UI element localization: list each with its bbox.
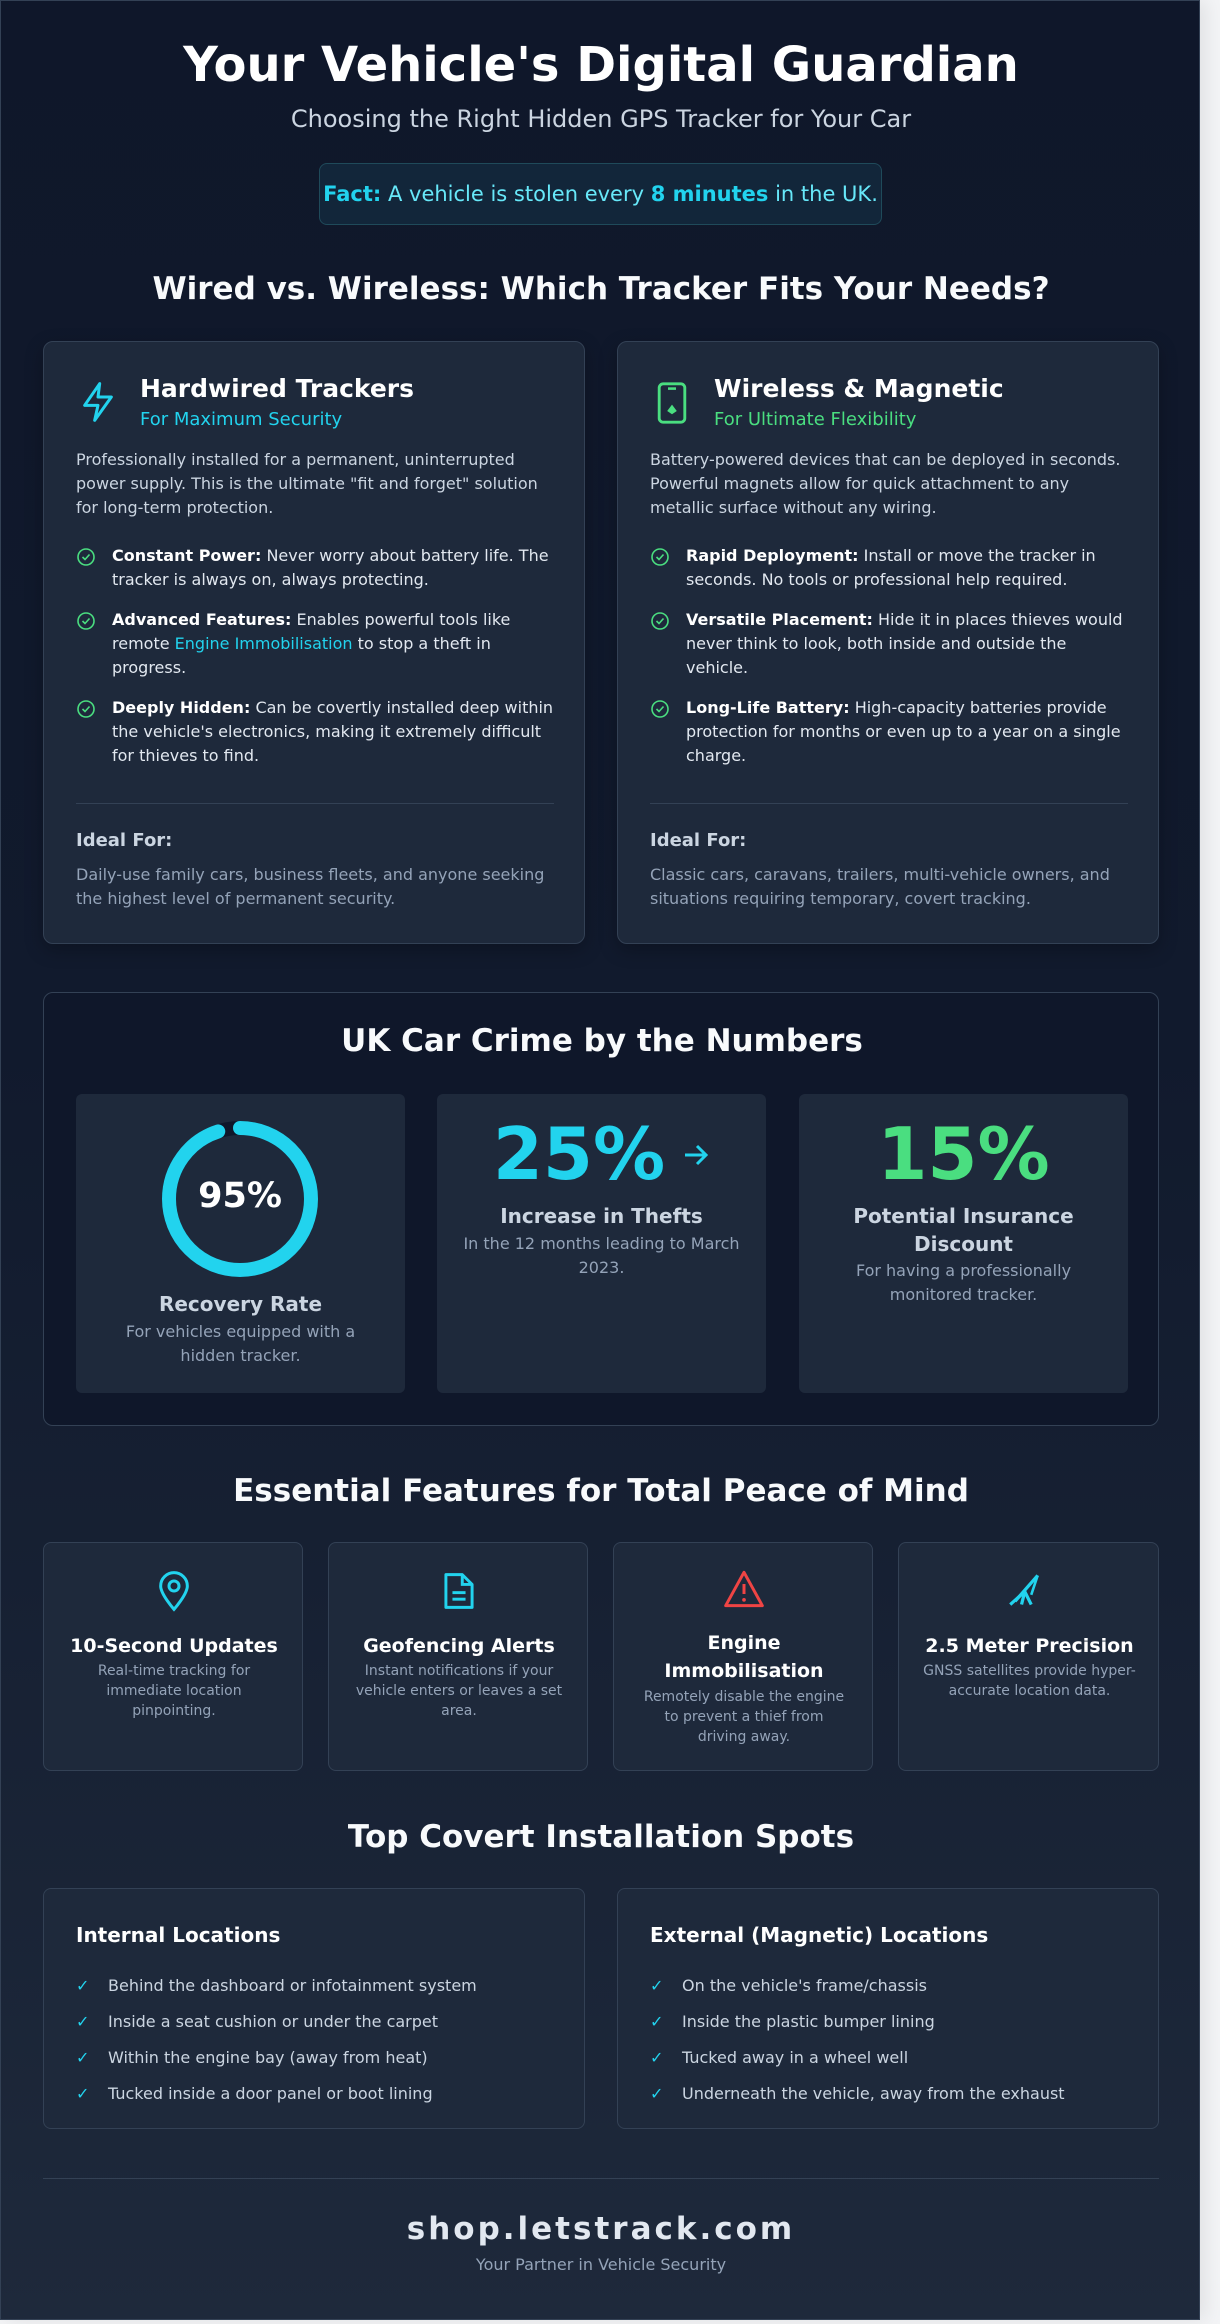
list-item: ✓ Inside a seat cushion or under the carpet	[76, 2011, 439, 2031]
list-item: ✓ Underneath the vehicle, away from the exhaust	[650, 2083, 1065, 2103]
engine-immobilisation-link[interactable]: Engine Immobilisation	[174, 634, 353, 653]
wireless-subtitle: For Ultimate Flexibility	[714, 409, 917, 430]
fact-banner	[319, 163, 882, 225]
wireless-card	[617, 341, 1159, 944]
feature-desc: Real-time tracking for immediate location pinpointing.	[97, 1663, 251, 1719]
check-icon: ✓	[76, 2083, 90, 2103]
feature-label: Advanced Features:	[112, 610, 292, 629]
stat-desc: For having a professionally monitored tracker.	[855, 1261, 1072, 1304]
check-circle-icon	[650, 696, 686, 768]
feature-text: Enables powerful tools like remote	[112, 610, 511, 653]
stat-label: Increase in Thefts	[500, 1204, 703, 1228]
page-subtitle: Choosing the Right Hidden GPS Tracker for Your Car	[290, 105, 912, 133]
stats-section	[43, 992, 1159, 1426]
fact-before: A vehicle is stolen every	[387, 182, 645, 206]
check-icon: ✓	[650, 2047, 664, 2067]
feature-title: Geofencing Alerts	[363, 1635, 555, 1657]
feature-card-geofencing	[328, 1542, 588, 1771]
internal-title: Internal Locations	[76, 1923, 281, 1947]
feature-title: 10-Second Updates	[70, 1635, 278, 1657]
check-icon: ✓	[76, 2011, 90, 2031]
feature-desc: GNSS satellites provide hyper-accurate location data.	[923, 1663, 1136, 1699]
list-item	[650, 544, 1128, 592]
check-circle-icon	[76, 608, 112, 680]
stat-value: 25%	[492, 1112, 666, 1196]
check-circle-icon	[650, 608, 686, 680]
feature-desc: Instant notifications if your vehicle enters or leaves a set area.	[355, 1663, 563, 1719]
feature-text: High-capacity batteries provide protection for months or even up to a year on a single charge.	[686, 698, 1121, 765]
stat-value: 15%	[877, 1112, 1050, 1196]
feature-text: Hide it in places thieves would never think to look, both inside and outside the vehicle.	[686, 610, 1123, 677]
wireless-title: Wireless & Magnetic	[714, 374, 1004, 403]
fact-text	[323, 182, 878, 206]
list-item	[76, 696, 554, 768]
divider	[76, 803, 554, 804]
wireless-ideal-text: Classic cars, caravans, trailers, multi-vehicle owners, and situations requiring temporary, covert tracking.	[650, 865, 1110, 908]
warning-triangle-icon	[722, 1569, 766, 1613]
fact-highlight: 8 minutes	[650, 182, 769, 206]
list-item: ✓ Within the engine bay (away from heat)	[76, 2047, 428, 2067]
fact-label: Fact:	[323, 182, 382, 206]
divider	[650, 803, 1128, 804]
list-item	[76, 544, 554, 592]
list-item: ✓ Tucked away in a wheel well	[650, 2047, 909, 2067]
list-item: ✓ On the vehicle's frame/chassis	[650, 1975, 927, 1995]
check-icon: ✓	[76, 2047, 90, 2067]
feature-label: Long-Life Battery:	[686, 698, 850, 717]
stat-label: Recovery Rate	[158, 1292, 323, 1316]
check-icon: ✓	[650, 2083, 664, 2103]
spots-title: Top Covert Installation Spots	[347, 1819, 855, 1855]
smartphone-icon	[656, 380, 688, 430]
fact-after: in the UK.	[775, 182, 878, 206]
feature-title: Engine Immobilisation	[664, 1632, 824, 1682]
feature-label: Rapid Deployment:	[686, 546, 859, 565]
footer-divider	[43, 2178, 1159, 2179]
arrow-right-icon	[681, 1140, 711, 1174]
feature-label: Deeply Hidden:	[112, 698, 251, 717]
external-locations-card	[617, 1888, 1159, 2129]
list-item: ✓ Inside the plastic bumper lining	[650, 2011, 935, 2031]
feature-card-updates	[43, 1542, 303, 1771]
external-title: External (Magnetic) Locations	[650, 1923, 989, 1947]
stat-desc: For vehicles equipped with a hidden tracker.	[125, 1322, 356, 1365]
footer-tagline: Your Partner in Vehicle Security	[475, 2255, 727, 2274]
stat-label: Potential Insurance Discount	[853, 1204, 1074, 1256]
list-item: ✓ Behind the dashboard or infotainment system	[76, 1975, 477, 1995]
list-item: ✓ Tucked inside a door panel or boot lining	[76, 2083, 433, 2103]
wired-card	[43, 341, 585, 944]
stats-title: UK Car Crime by the Numbers	[341, 1023, 863, 1059]
wireless-ideal-heading: Ideal For:	[650, 830, 747, 851]
stat-card-thefts	[437, 1094, 766, 1393]
feature-card-precision	[898, 1542, 1159, 1771]
stat-card-recovery	[76, 1094, 405, 1393]
check-icon: ✓	[76, 1975, 90, 1995]
page-title: Your Vehicle's Digital Guardian	[183, 37, 1019, 93]
feature-label: Constant Power:	[112, 546, 262, 565]
check-icon: ✓	[650, 1975, 664, 1995]
footer-domain-link[interactable]: shop.letstrack.com	[406, 2211, 796, 2247]
list-item	[650, 696, 1128, 768]
feature-text: Never worry about battery life. The tracker is always on, always protecting.	[112, 546, 549, 589]
wireless-description: Battery-powered devices that can be deployed in seconds. Powerful magnets allow for quick attachment to any metallic surface without any wiring.	[650, 450, 1121, 517]
wired-subtitle: For Maximum Security	[140, 409, 343, 430]
check-circle-icon	[76, 544, 112, 592]
wired-ideal-heading: Ideal For:	[76, 830, 173, 851]
comparison-title: Wired vs. Wireless: Which Tracker Fits Your Needs?	[152, 271, 1050, 307]
feature-label: Versatile Placement:	[686, 610, 873, 629]
feature-title: 2.5 Meter Precision	[925, 1635, 1134, 1657]
lightning-icon	[78, 380, 118, 428]
list-item	[650, 608, 1128, 680]
wireless-feature-list	[650, 544, 1128, 768]
stat-desc: In the 12 months leading to March 2023.	[463, 1234, 740, 1277]
stat-value: 95%	[198, 1176, 282, 1216]
internal-locations-card	[43, 1888, 585, 2129]
check-icon: ✓	[650, 2011, 664, 2031]
feature-text: Install or move the tracker in seconds. No tools or professional help required.	[686, 546, 1096, 589]
wired-ideal-text: Daily-use family cars, business fleets, and anyone seeking the highest level of permanent security.	[76, 865, 545, 908]
feature-text: to stop a theft in progress.	[112, 634, 491, 677]
satellite-dish-icon	[1005, 1569, 1051, 1615]
check-circle-icon	[650, 544, 686, 592]
features-title: Essential Features for Total Peace of Mind	[233, 1473, 969, 1509]
external-list	[650, 1967, 1140, 2111]
feature-card-immobilisation	[613, 1542, 873, 1771]
wired-description: Professionally installed for a permanent, uninterrupted power supply. This is the ultimate "fit and forget" solution for long-term protection.	[76, 450, 538, 517]
internal-list	[76, 1967, 566, 2111]
feature-desc: Remotely disable the engine to prevent a thief from driving away.	[643, 1689, 845, 1745]
wired-title: Hardwired Trackers	[140, 374, 415, 403]
check-circle-icon	[76, 696, 112, 768]
wired-feature-list	[76, 544, 554, 768]
document-icon	[441, 1569, 477, 1617]
list-item	[76, 608, 554, 680]
stat-card-insurance	[799, 1094, 1128, 1393]
map-pin-icon	[154, 1569, 194, 1617]
feature-text: Can be covertly installed deep within the vehicle's electronics, making it extremely difficult for thieves to find.	[112, 698, 554, 765]
